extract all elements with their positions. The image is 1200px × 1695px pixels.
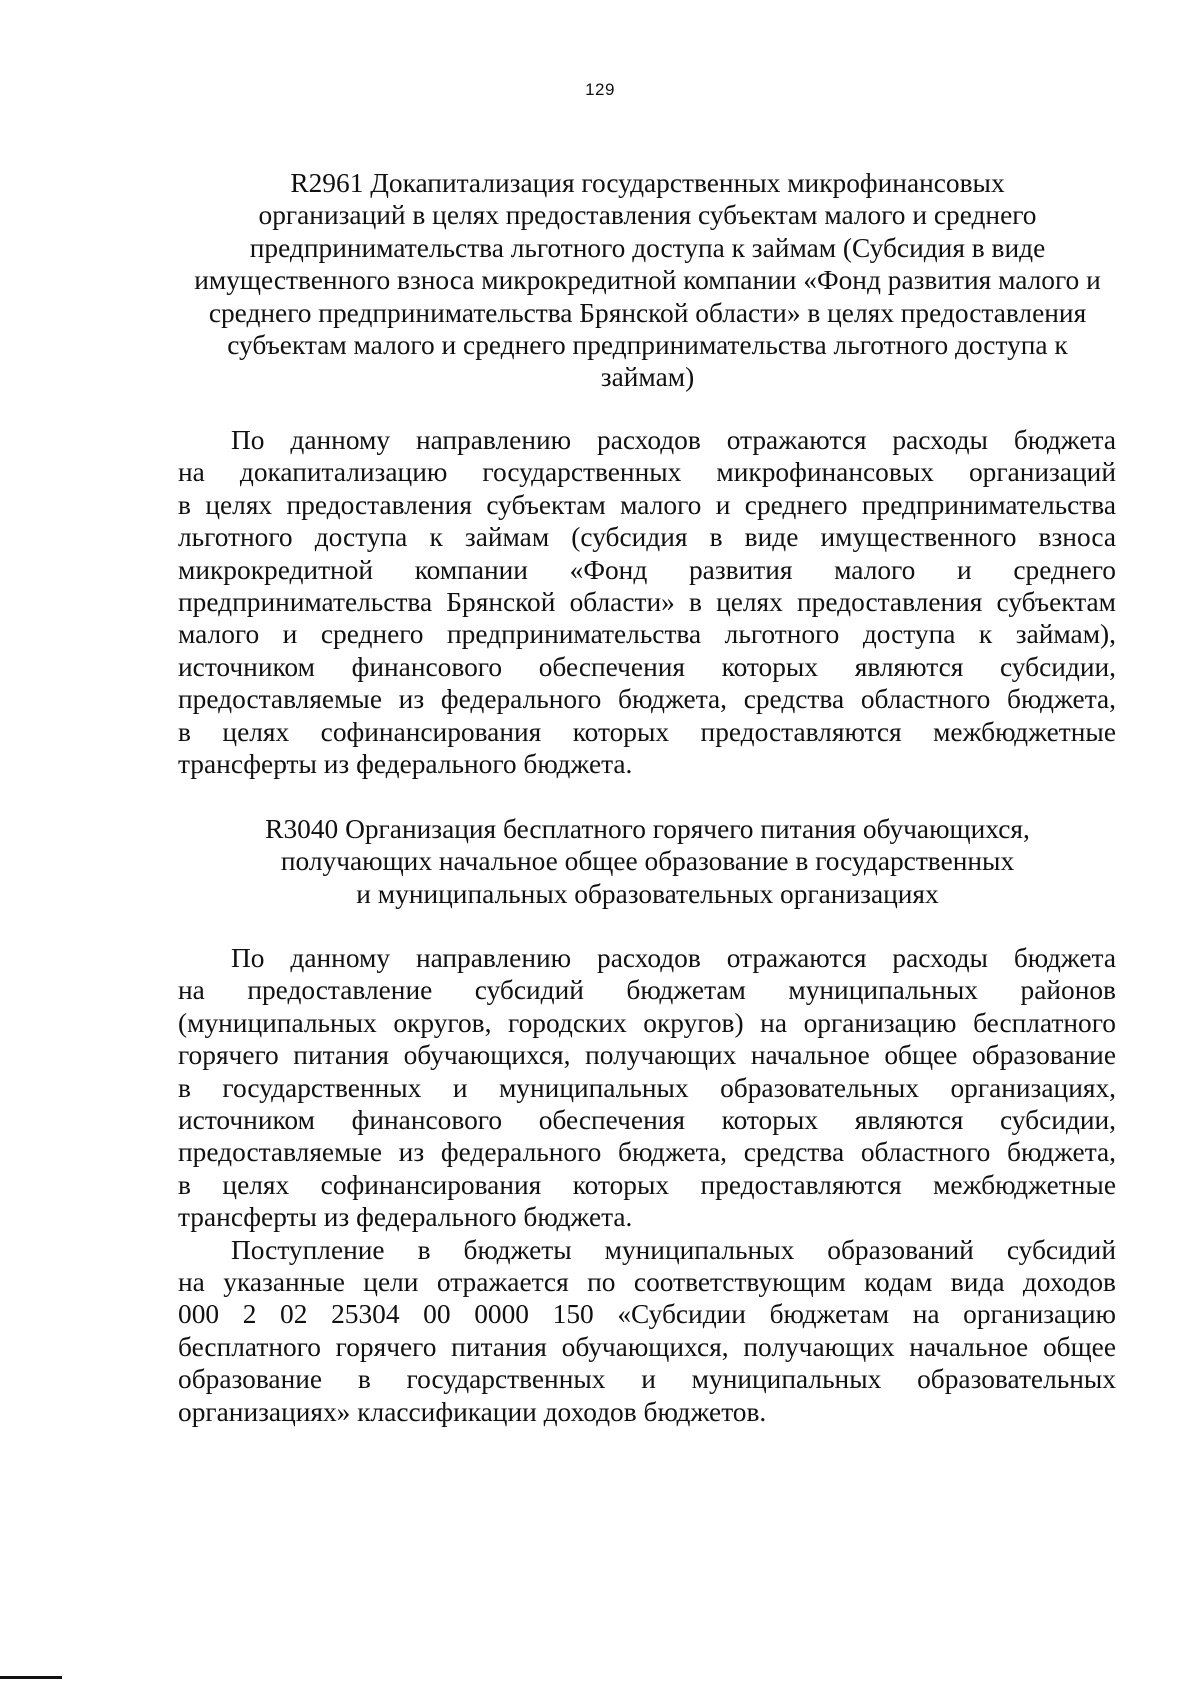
paragraph-line: горячего питания обучающихся, получающих начальное общее образование bbox=[178, 1040, 1116, 1071]
heading-line: займам) bbox=[600, 362, 695, 393]
section-heading-r2961 bbox=[175, 167, 1120, 394]
paragraph-line: предпринимательства Брянской области» в целях предоставления субъектам bbox=[178, 587, 1116, 618]
heading-line: среднего предпринимательства Брянской области» в целях предоставления bbox=[208, 297, 1087, 328]
paragraph-line: По данному направлению расходов отражаются расходы бюджета bbox=[231, 943, 1116, 973]
paragraph-line: образование в государственных и муниципальных образовательных bbox=[178, 1364, 1116, 1395]
paragraph-line: предоставляемые из федерального бюджета, средства областного бюджета, bbox=[178, 1137, 1116, 1168]
heading-line: организаций в целях предоставления субъектам малого и среднего bbox=[258, 200, 1037, 231]
paragraph-line: (муниципальных округов, городских округов) на организацию бесплатного bbox=[178, 1007, 1116, 1038]
paragraph-line: в целях софинансирования которых предоставляются межбюджетные bbox=[178, 1169, 1116, 1200]
paragraph-line: в целях софинансирования которых предоставляются межбюджетные bbox=[178, 716, 1116, 747]
paragraph-line: в целях предоставления субъектам малого и среднего предпринимательства bbox=[178, 489, 1116, 520]
heading-line: R3040 Организация бесплатного горячего питания обучающихся, bbox=[265, 814, 1030, 844]
heading-line: получающих начальное общее образование в государственных bbox=[280, 846, 1015, 877]
paragraph-line: на докапитализацию государственных микрофинансовых организаций bbox=[178, 457, 1116, 488]
paragraph-line: на предоставление субсидий бюджетам муниципальных районов bbox=[178, 975, 1116, 1006]
paragraph-line: трансферты из федерального бюджета. bbox=[178, 749, 633, 780]
paragraph-line: бесплатного горячего питания обучающихся, получающих начальное общее bbox=[178, 1331, 1116, 1362]
paragraph-line: Поступление в бюджеты муниципальных образований субсидий bbox=[231, 1234, 1116, 1265]
heading-line: предпринимательства льготного доступа к займам (Субсидия в виде bbox=[249, 232, 1046, 263]
paragraph-line: источником финансового обеспечения которых являются субсидии, bbox=[178, 651, 1116, 682]
paragraph-line: на указанные цели отражается по соответствующим кодам вида доходов bbox=[178, 1267, 1116, 1298]
paragraph-line: предоставляемые из федерального бюджета, средства областного бюджета, bbox=[178, 684, 1116, 715]
heading-line: R2961 Докапитализация государственных микрофинансовых bbox=[290, 168, 1005, 198]
paragraph-line: 000 2 02 25304 00 0000 150 «Субсидии бюджетам на организацию bbox=[178, 1299, 1116, 1330]
heading-line: имущественного взноса микрокредитной компании «Фонд развития малого и bbox=[194, 265, 1101, 296]
heading-line: и муниципальных образовательных организациях bbox=[356, 878, 939, 909]
paragraph-line: микрокредитной компании «Фонд развития малого и среднего bbox=[178, 554, 1116, 585]
paragraph-line: льготного доступа к займам (субсидия в виде имущественного взноса bbox=[178, 522, 1116, 553]
section-paragraph-r3040 bbox=[178, 942, 1116, 1428]
paragraph-line: трансферты из федерального бюджета. bbox=[178, 1202, 633, 1233]
page-number: 129 bbox=[585, 80, 615, 99]
paragraph-line: организациях» классификации доходов бюджетов. bbox=[178, 1396, 767, 1427]
section-paragraph-r2961 bbox=[178, 424, 1116, 780]
heading-line: субъектам малого и среднего предпринимательства льготного доступа к bbox=[227, 330, 1068, 361]
paragraph-line: источником финансового обеспечения которых являются субсидии, bbox=[178, 1105, 1116, 1136]
paragraph-line: малого и среднего предпринимательства льготного доступа к займам), bbox=[178, 619, 1116, 650]
paragraph-line: По данному направлению расходов отражаются расходы бюджета bbox=[231, 425, 1116, 455]
section-heading-r3040 bbox=[175, 813, 1120, 910]
paragraph-line: в государственных и муниципальных образовательных организациях, bbox=[178, 1072, 1116, 1103]
scan-corner-mark bbox=[0, 1676, 62, 1679]
